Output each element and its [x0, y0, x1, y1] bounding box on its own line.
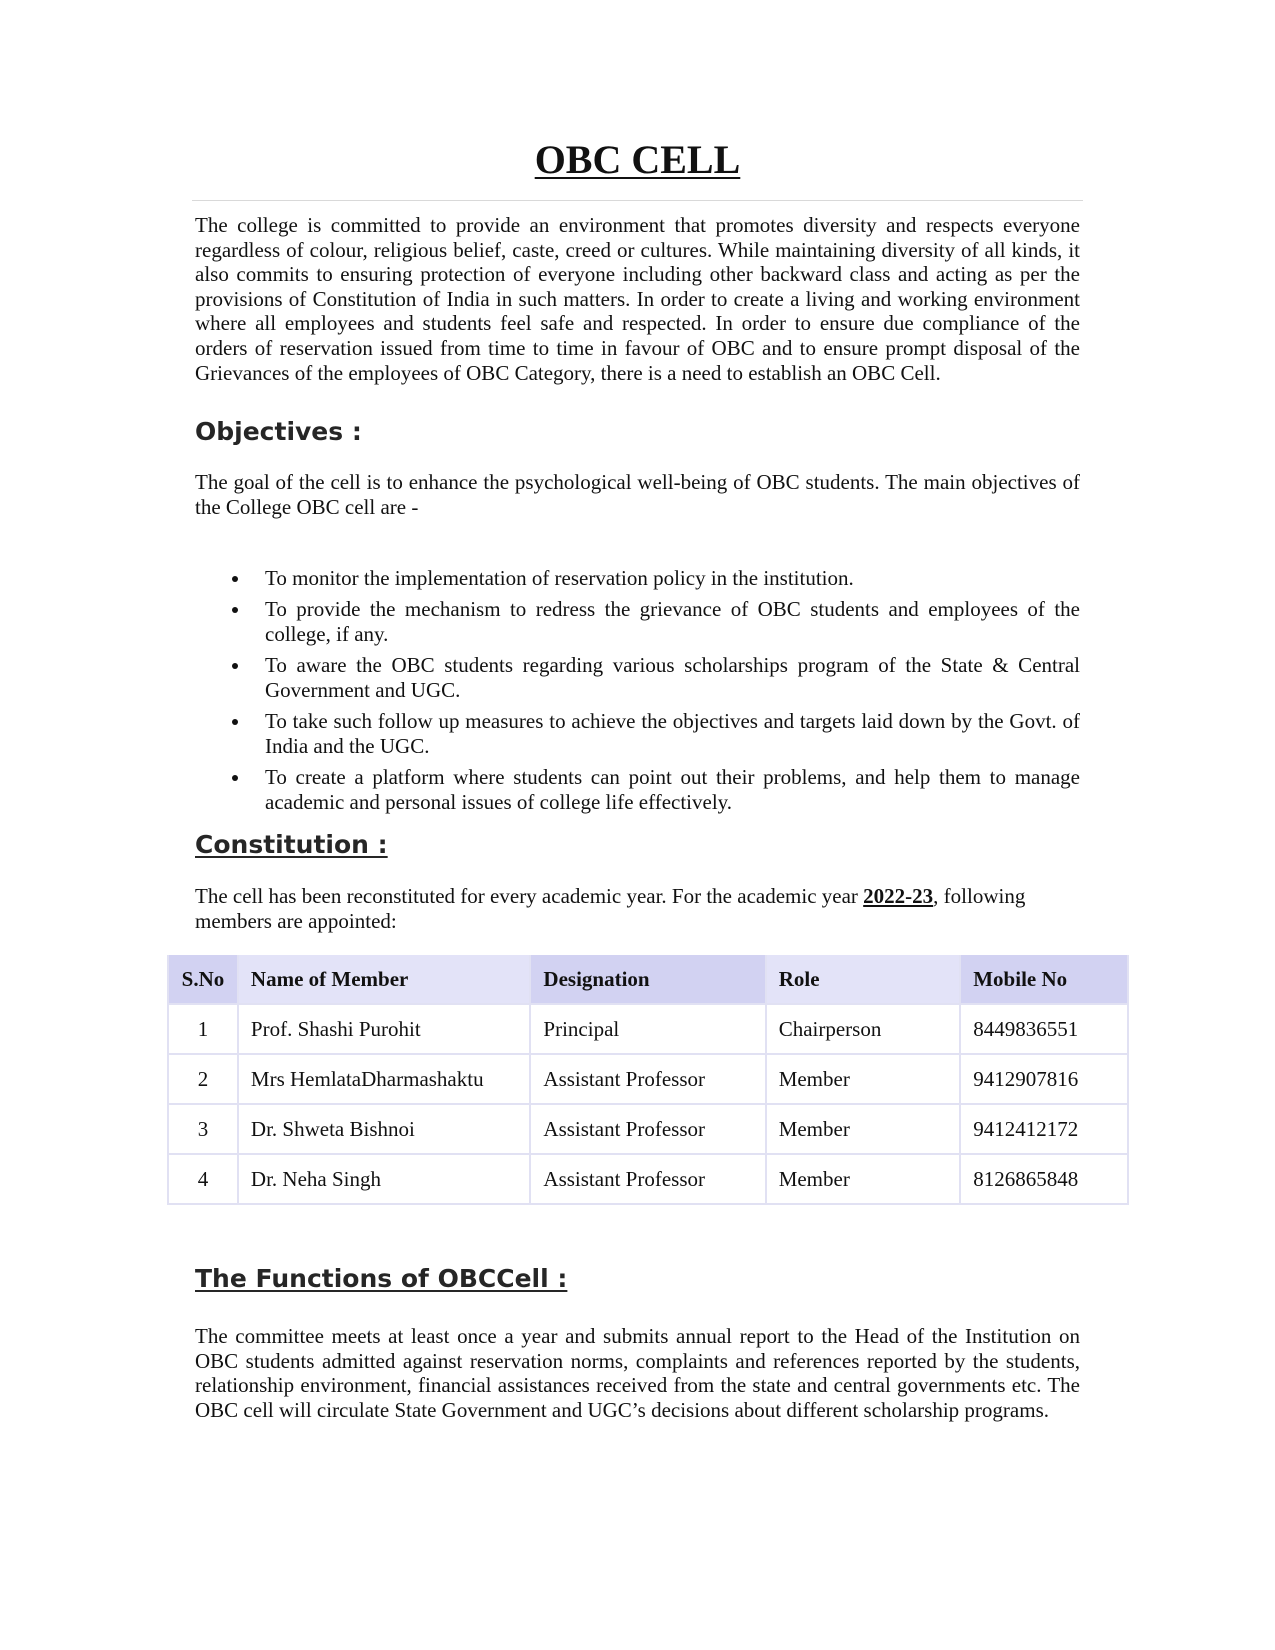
cell-mobile: 8126865848 [960, 1154, 1128, 1204]
constitution-paragraph [195, 884, 1080, 933]
cell-name: Prof. Shashi Purohit [238, 1004, 531, 1054]
objectives-intro: The goal of the cell is to enhance the psychological well-being of OBC students. The main objectives of the College OBC cell are - [195, 470, 1080, 519]
column-header-role: Role [766, 955, 961, 1004]
cell-name: Dr. Neha Singh [238, 1154, 531, 1204]
functions-paragraph: The committee meets at least once a year and submits annual report to the Head of the Institution on OBC students admitted against reservation norms, complaints and references reported by the students, relationship environment, financial assistances received from the state and central governments etc. The OBC cell will circulate State Government and UGC’s decisions about different scholarship programs. [195, 1324, 1080, 1422]
bullet-icon [232, 719, 238, 725]
intro-paragraph: The college is committed to provide an environment that promotes diversity and respects everyone regardless of colour, religious belief, caste, creed or cultures. While maintaining diversity of all kinds, it also commits to ensuring protection of everyone including other backward class and acting as per the provisions of Constitution of India in such matters. In order to create a living and working environment where all employees and students feel safe and respected. In order to ensure due compliance of the orders of reservation issued from time to time in favour of OBC and to ensure prompt disposal of the Grievances of the employees of OBC Category, there is a need to establish an OBC Cell. [195, 213, 1080, 385]
column-header-name: Name of Member [238, 955, 531, 1004]
academic-year: 2022-23 [863, 884, 934, 908]
bullet-icon [232, 663, 238, 669]
objective-item [195, 653, 1080, 703]
page-title: OBC CELL [534, 137, 741, 182]
constitution-text-after: , following members are appointed: [195, 884, 1026, 933]
cell-role: Member [766, 1104, 961, 1154]
objective-text: To monitor the implementation of reservation policy in the institution. [265, 566, 854, 590]
bullet-icon [232, 775, 238, 781]
cell-mobile: 9412412172 [960, 1104, 1128, 1154]
table-header-row [168, 955, 1128, 1004]
objective-text: To aware the OBC students regarding various scholarships program of the State & Central Government and UGC. [265, 653, 1080, 702]
cell-designation: Assistant Professor [530, 1154, 765, 1204]
bullet-icon [232, 576, 238, 582]
objective-item [195, 566, 1080, 591]
objectives-heading: Objectives : [195, 417, 362, 446]
cell-mobile: 8449836551 [960, 1004, 1128, 1054]
table-row [168, 1004, 1128, 1054]
cell-designation: Assistant Professor [530, 1104, 765, 1154]
column-header-designation: Designation [530, 955, 765, 1004]
cell-sno: 4 [168, 1154, 238, 1204]
cell-mobile: 9412907816 [960, 1054, 1128, 1104]
constitution-text-before: The cell has been reconstituted for every academic year. For the academic year [195, 884, 864, 908]
column-header-mobile: Mobile No [960, 955, 1128, 1004]
objective-item [195, 765, 1080, 815]
bullet-icon [232, 607, 238, 613]
table-row [168, 1054, 1128, 1104]
objectives-list [195, 566, 1080, 821]
constitution-heading: Constitution : [195, 830, 388, 859]
cell-name: Dr. Shweta Bishnoi [238, 1104, 531, 1154]
table-row [168, 1154, 1128, 1204]
cell-designation: Principal [530, 1004, 765, 1054]
cell-sno: 1 [168, 1004, 238, 1054]
cell-sno: 2 [168, 1054, 238, 1104]
table-row [168, 1104, 1128, 1154]
column-header-sno: S.No [168, 955, 238, 1004]
cell-name: Mrs HemlataDharmashaktu [238, 1054, 531, 1104]
cell-role: Chairperson [766, 1004, 961, 1054]
objective-text: To take such follow up measures to achieve the objectives and targets laid down by the Govt. of India and the UGC. [265, 709, 1080, 758]
functions-heading: The Functions of OBCCell : [195, 1264, 568, 1293]
cell-designation: Assistant Professor [530, 1054, 765, 1104]
objective-item [195, 597, 1080, 647]
objective-text: To provide the mechanism to redress the grievance of OBC students and employees of the college, if any. [265, 597, 1080, 646]
cell-sno: 3 [168, 1104, 238, 1154]
members-table [167, 955, 1129, 1205]
cell-role: Member [766, 1154, 961, 1204]
objective-text: To create a platform where students can point out their problems, and help them to manage academic and personal issues of college life effectively. [265, 765, 1080, 814]
cell-role: Member [766, 1054, 961, 1104]
title-divider [192, 200, 1083, 201]
objective-item [195, 709, 1080, 759]
